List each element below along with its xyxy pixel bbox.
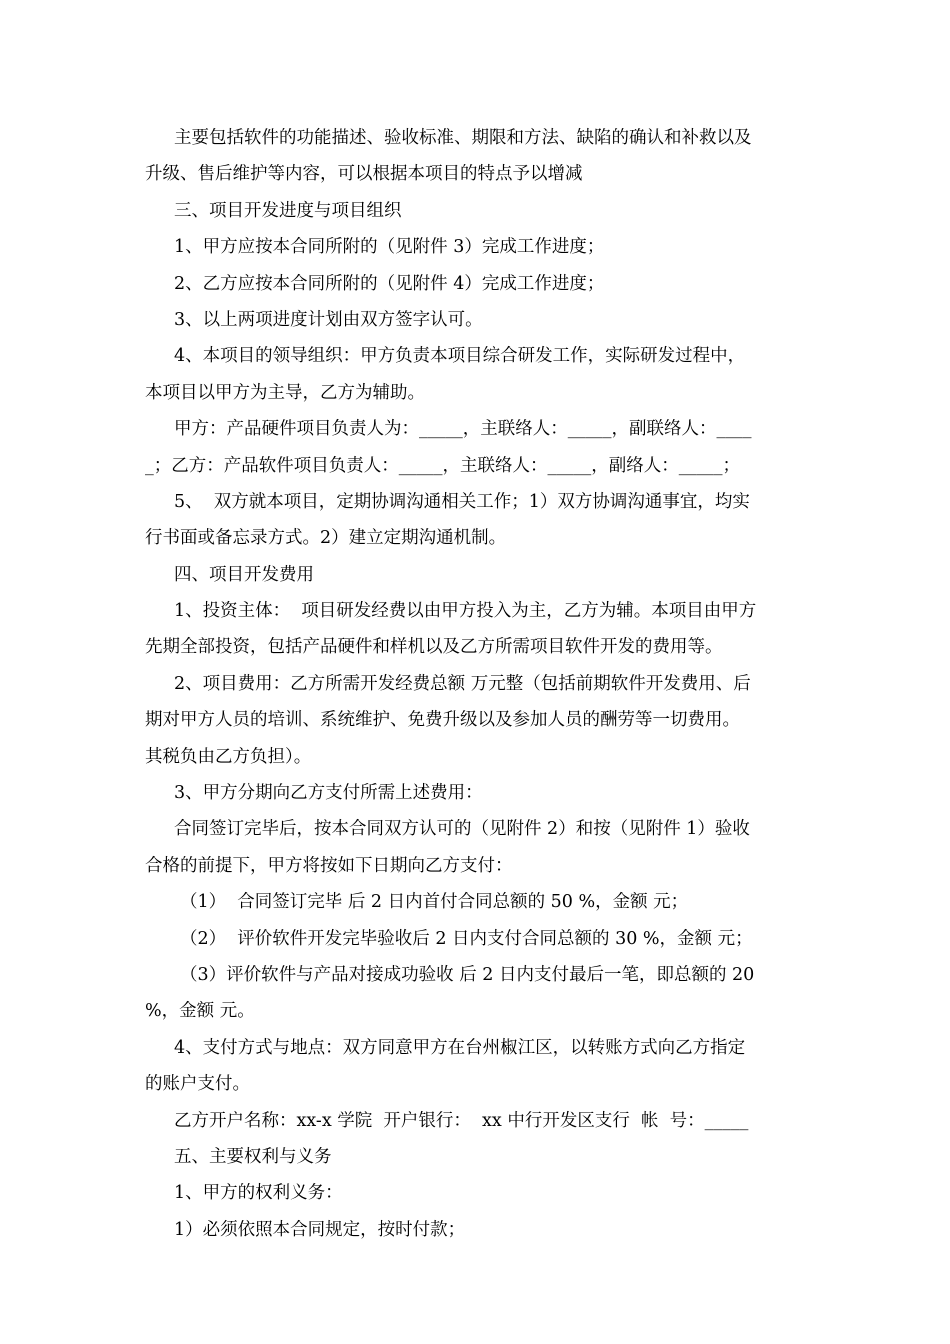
section-heading: 三、项目开发进度与项目组织 bbox=[174, 200, 402, 221]
payment-item: （3）评价软件与产品对接成功验收 后 2 日内支付最后一笔，即总额的 20 bbox=[180, 964, 755, 985]
paragraph-line: 主要包括软件的功能描述、验收标准、期限和方法、缺陷的确认和补救以及 bbox=[174, 128, 752, 148]
paragraph-line: %，金额 元。 bbox=[145, 1001, 255, 1022]
paragraph-line: 甲方：产品硬件项目负责人为：_____，主联络人：_____，副联络人：____ bbox=[174, 419, 752, 440]
paragraph-line: 1）必须依照本合同规定，按时付款； bbox=[174, 1219, 466, 1240]
section-heading: 四、项目开发费用 bbox=[174, 564, 314, 585]
payment-item: （2） 评价软件开发完毕验收后 2 日内支付合同总额的 30 %，金额 元； bbox=[180, 928, 753, 949]
paragraph-line: 本项目以甲方为主导，乙方为辅助。 bbox=[145, 382, 425, 403]
paragraph-line: 期对甲方人员的培训、系统维护、免费升级以及参加人员的酬劳等一切费用。 bbox=[145, 710, 740, 731]
payment-item: （1） 合同签订完毕 后 2 日内首付合同总额的 50 %，金额 元； bbox=[180, 892, 689, 913]
paragraph-line: 合格的前提下，甲方将按如下日期向乙方支付： bbox=[145, 855, 513, 876]
paragraph-line: 1、投资主体： 项目研发经费以由甲方投入为主，乙方为辅。本项目由甲方 bbox=[174, 601, 757, 622]
account-info-line: 乙方开户名称：xx-x 学院 开户银行： xx 中行开发区支行 帐 号：_____ bbox=[174, 1110, 749, 1131]
paragraph-line: 行书面或备忘录方式。2）建立定期沟通机制。 bbox=[145, 528, 507, 549]
paragraph-line: 其税负由乙方负担）。 bbox=[145, 746, 312, 767]
paragraph-line: 3、甲方分期向乙方支付所需上述费用： bbox=[174, 783, 483, 804]
paragraph-line: 升级、售后维护等内容，可以根据本项目的特点予以增减 bbox=[145, 164, 583, 185]
paragraph-line: 3、以上两项进度计划由双方签字认可。 bbox=[174, 309, 483, 330]
paragraph-line: 1、甲方应按本合同所附的（见附件 3）完成工作进度； bbox=[174, 237, 605, 258]
paragraph-line: 5、 双方就本项目，定期协调沟通相关工作；1）双方协调沟通事宜，均实 bbox=[174, 491, 750, 512]
paragraph-line: 合同签订完毕后，按本合同双方认可的（见附件 2）和按（见附件 1）验收 bbox=[174, 819, 750, 840]
paragraph-line: 2、乙方应按本合同所附的（见附件 4）完成工作进度； bbox=[174, 273, 605, 294]
document-body bbox=[145, 120, 810, 1248]
paragraph-line: _；乙方：产品软件项目负责人：_____，主联络人：_____，副络人：_____； bbox=[145, 455, 740, 476]
paragraph-line: 的账户支付。 bbox=[145, 1074, 250, 1095]
paragraph-line: 2、项目费用：乙方所需开发经费总额 万元整（包括前期软件开发费用、后 bbox=[174, 673, 751, 694]
paragraph-line: 1、甲方的权利义务： bbox=[174, 1183, 343, 1204]
paragraph-line: 4、本项目的领导组织：甲方负责本项目综合研发工作，实际研发过程中， bbox=[174, 346, 746, 367]
paragraph-line: 4、支付方式与地点：双方同意甲方在台州椒江区，以转账方式向乙方指定 bbox=[174, 1037, 746, 1058]
paragraph-line: 先期全部投资，包括产品硬件和样机以及乙方所需项目软件开发的费用等。 bbox=[145, 637, 723, 658]
section-heading: 五、主要权利与义务 bbox=[174, 1146, 332, 1167]
